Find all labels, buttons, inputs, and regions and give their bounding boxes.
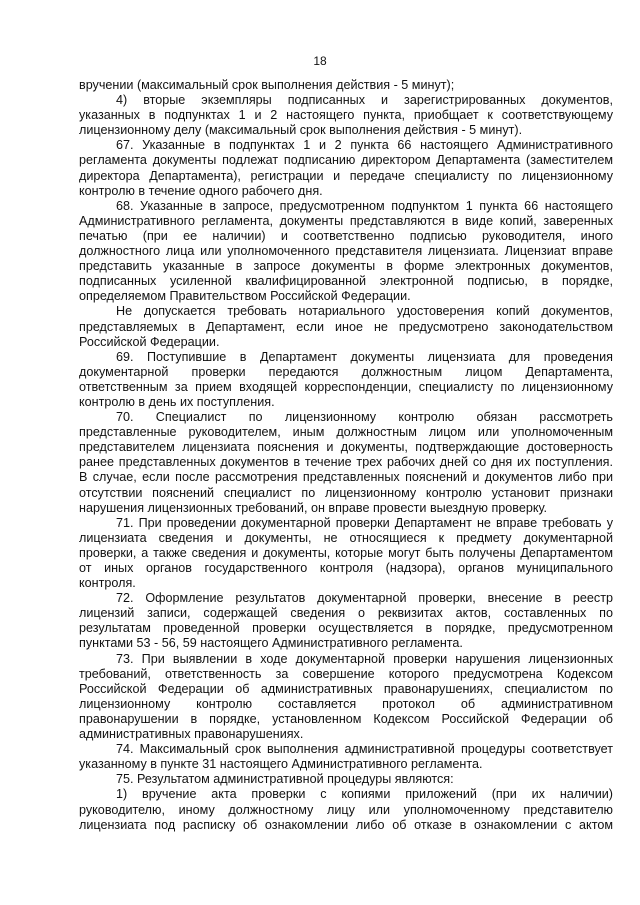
text-line: указанных в подпунктах 1 и 2 настоящего пункта, приобщает к соответствующему [79, 108, 613, 123]
text-line: вручении (максимальный срок выполнения действия - 5 минут); [79, 78, 455, 92]
text-line: лицензий записи, содержащей сведения о реквизитах актов, составленных по [79, 606, 613, 621]
text-line: административных правонарушениях. [79, 727, 304, 742]
text-line: требований, ответственность за совершение которого предусмотрена Кодексом [79, 666, 613, 681]
text-line: 69. Поступившие в Департамент документы лицензиата для проведения [116, 349, 613, 364]
text-line: подписанных усиленной квалифицированной электронной подписью, в порядке, [79, 274, 613, 289]
text-line: должностного лица или уполномоченного представителя лицензиата. Лицензиат вправе [79, 244, 613, 259]
text-line: указанному в пункте 31 настоящего Административного регламента. [79, 757, 483, 772]
text-line: нарушения лицензионных требований, он вправе провести выездную проверку. [79, 500, 548, 515]
text-line: лицензиата сведения и документы, не относящиеся к предмету документарной [79, 530, 613, 545]
text-line: Российской Федерации. [79, 334, 220, 349]
text-line: Административного регламента, документы представляются в виде копий, заверенных [79, 213, 613, 228]
text-line: представить указанные в запросе документы в форме электронных документов, [79, 259, 613, 274]
text-line: руководителю, иному должностному лицу или уполномоченному представителю [79, 802, 613, 817]
text-line: представленные руководителем, иным должностным лицом или уполномоченным [79, 425, 613, 440]
text-line: 4) вторые экземпляры подписанных и зарегистрированных документов, [116, 93, 613, 108]
text-line: лицензионному делу (максимальный срок выполнения действия - 5 минут). [79, 123, 523, 138]
text-line: представляемых в Департамент, если иное не предусмотрено законодательством [79, 319, 613, 334]
text-line: определяемом Правительством Российской Федерации. [79, 289, 411, 304]
text-line: регламента документы подлежат подписанию директором Департамента (заместителем [79, 153, 613, 168]
text-line: контроля. [79, 576, 136, 591]
text-line: 71. При проведении документарной проверки Департамент не вправе требовать у [116, 515, 613, 530]
text-line: 72. Оформление результатов документарной проверки, внесение в реестр [116, 591, 613, 606]
document-body [79, 78, 613, 833]
text-line: 70. Специалист по лицензионному контролю обязан рассмотреть [116, 410, 613, 425]
text-line: Российской Федерации об административных правонарушениях, специалистом по [79, 681, 613, 696]
text-line: печатью (при ее наличии) и соответственно подписью руководителя, иного [79, 228, 613, 243]
text-line: контролю в течение одного рабочего дня. [79, 183, 323, 198]
text-line: ранее представленных документов в течение трех рабочих дней со дня их поступления. [79, 455, 613, 470]
text-line: отсутствии пояснений специалист по лицензионному контролю установит признаки [79, 485, 613, 500]
text-line: 1) вручение акта проверки с копиями приложений (при их наличии) [116, 787, 613, 802]
text-line: 67. Указанные в подпунктах 1 и 2 пункта 66 настоящего Административного [116, 138, 613, 153]
text-line: 74. Максимальный срок выполнения административной процедуры соответствует [116, 742, 613, 757]
text-line: представителем лицензиата пояснения и документы, подтверждающие достоверность [79, 440, 613, 455]
text-line: проверки, а также сведения и документы, которые могут быть получены Департаментом [79, 545, 613, 560]
text-line: документарной проверки передаются должностным лицом Департамента, [79, 364, 613, 379]
page-number: 18 [313, 54, 327, 68]
text-line: директора Департамента), регистрации и передаче специалисту по лицензионному [79, 168, 613, 183]
text-line: контролю в день их поступления. [79, 394, 275, 409]
text-line: ответственным за прием входящей корреспонденции, специалисту по лицензионному [79, 379, 613, 394]
text-line: Не допускается требовать нотариального удостоверения копий документов, [116, 304, 613, 319]
text-line: 73. При выявлении в ходе документарной проверки нарушения лицензионных [116, 651, 613, 666]
text-line: результатам проведенной проверки осуществляется в порядке, предусмотренном [79, 621, 613, 636]
text-line: лицензиата под расписку об ознакомлении либо об отказе в ознакомлении с актом [79, 817, 613, 832]
text-line: В случае, если после рассмотрения представленных пояснений и документов либо при [79, 470, 613, 485]
text-line: правонарушении в порядке, установленном Кодексом Российской Федерации об [79, 711, 613, 726]
text-line: лицензионному контролю составляется протокол об административном [79, 696, 613, 711]
text-line: пунктами 53 - 56, 59 настоящего Административного регламента. [79, 636, 463, 651]
text-line: 68. Указанные в запросе, предусмотренном подпунктом 1 пункта 66 настоящего [116, 198, 613, 213]
text-line: от иных органов государственного контроля (надзора), органов муниципального [79, 561, 613, 575]
text-line: 75. Результатом административной процедуры являются: [116, 772, 454, 787]
